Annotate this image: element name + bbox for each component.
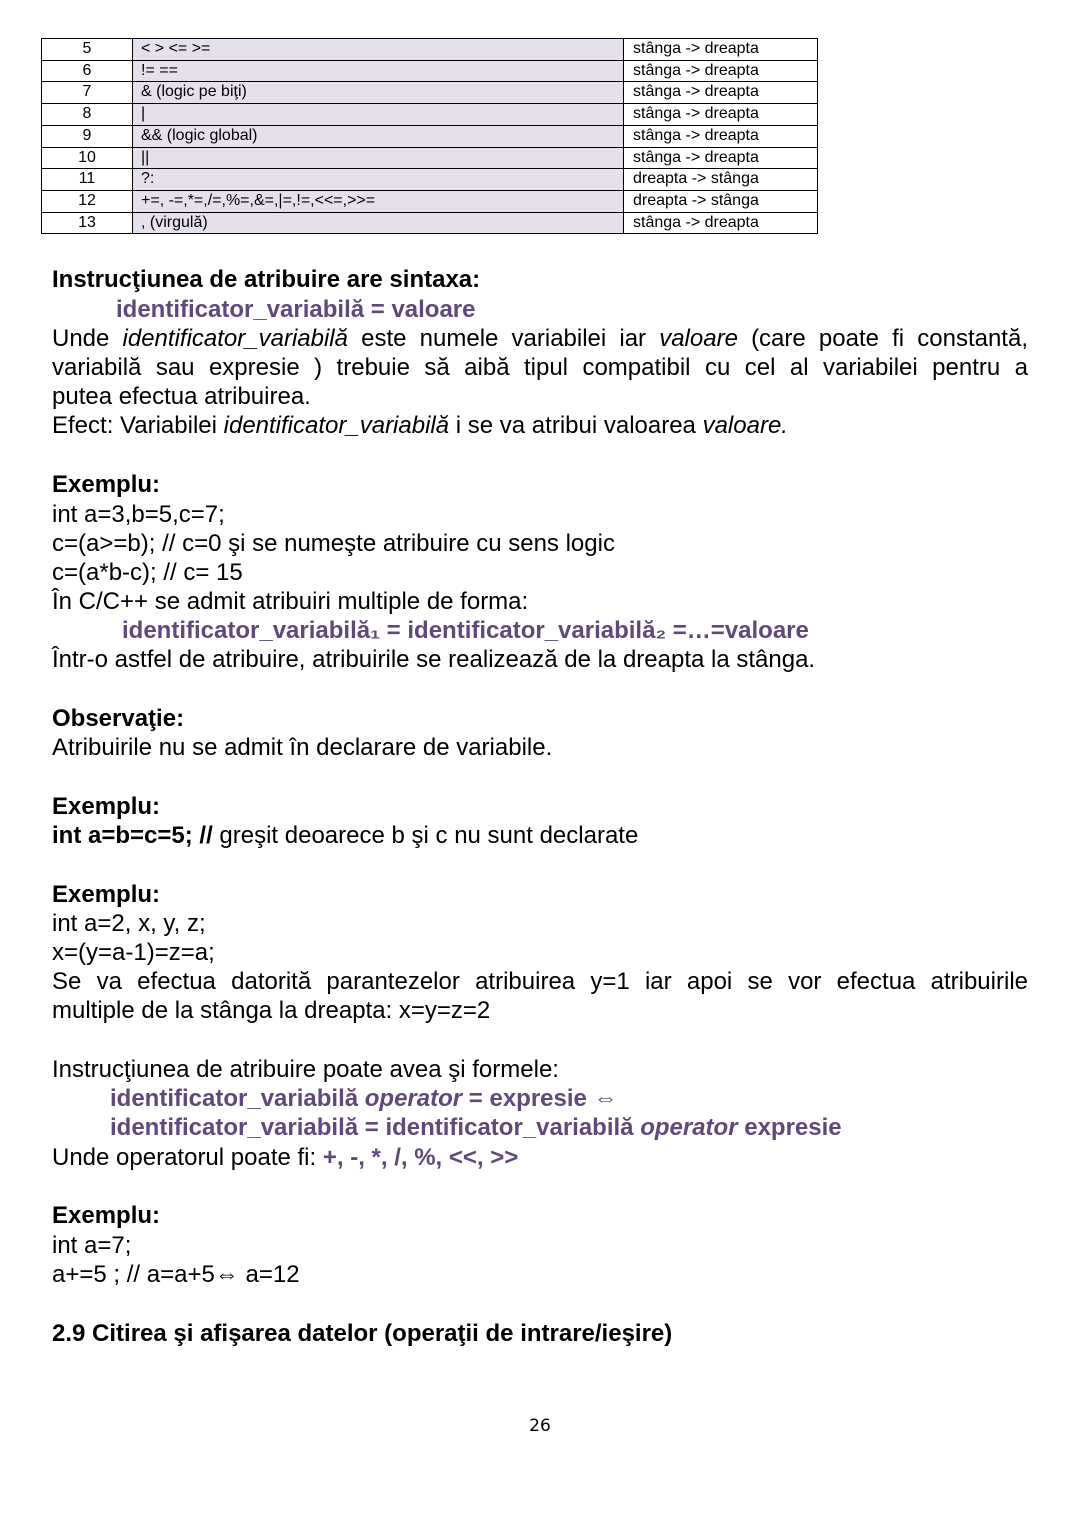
- text: c=(a*b-c); // c= 15: [52, 559, 243, 586]
- associativity-cell: stânga -> dreapta: [624, 104, 818, 126]
- text-line: [52, 967, 1028, 996]
- table-row: [42, 169, 818, 191]
- bold-text: int a=b=c=5; //: [52, 822, 213, 849]
- associativity-cell: stânga -> dreapta: [624, 212, 818, 234]
- text: (care poate fi constantă,: [737, 325, 1028, 352]
- text-line: [52, 704, 1028, 733]
- text-line: [52, 587, 1028, 616]
- text-line: [52, 470, 1028, 499]
- associativity-cell: stânga -> dreapta: [624, 147, 818, 169]
- italic-text: identificator_variabilă: [223, 412, 450, 439]
- operators-cell: != ==: [133, 60, 624, 82]
- operators-cell: ?:: [133, 169, 624, 191]
- precedence-level-cell: 12: [42, 190, 133, 212]
- precedence-level-cell: 6: [42, 60, 133, 82]
- text: int a=3,b=5,c=7;: [52, 501, 225, 528]
- text: multiple de la stânga la dreapta: x=y=z=2: [52, 997, 491, 1024]
- syntax-text: = expresie ⇔: [462, 1085, 618, 1112]
- text-line: [52, 1231, 1028, 1260]
- italic-text: valoare: [659, 325, 738, 352]
- italic-text: identificator_variabilă: [122, 325, 348, 352]
- text-line: [52, 880, 1028, 909]
- precedence-level-cell: 10: [42, 147, 133, 169]
- text: greşit deoarece b şi c nu sunt declarate: [212, 822, 639, 849]
- text: Efect: Variabilei: [52, 412, 224, 439]
- bold-text: Exemplu:: [52, 471, 161, 498]
- text: int a=7;: [52, 1232, 132, 1259]
- text: x=(y=a-1)=z=a;: [52, 939, 215, 966]
- operators-cell: |: [133, 104, 624, 126]
- syntax-text: operator: [640, 1114, 738, 1141]
- text-line: [52, 996, 1028, 1025]
- text-line: [122, 616, 1028, 645]
- table-row: [42, 39, 818, 61]
- syntax-text: identificator_variabilă = valoare: [116, 296, 476, 323]
- text-line: [52, 558, 1028, 587]
- text-line: [110, 1084, 1028, 1113]
- precedence-level-cell: 7: [42, 82, 133, 104]
- operators-cell: & (logic pe biţi): [133, 82, 624, 104]
- text-line: [52, 938, 1028, 967]
- syntax-text: +, -, *, /, %, <<, >>: [322, 1144, 519, 1171]
- text: În C/C++ se admit atribuiri multiple de forma:: [52, 588, 529, 615]
- text: este numele variabilei iar: [348, 325, 660, 352]
- associativity-cell: stânga -> dreapta: [624, 60, 818, 82]
- table-row: [42, 147, 818, 169]
- italic-text: valoare.: [702, 412, 788, 439]
- text-line: [52, 1201, 1028, 1230]
- text: Într-o astfel de atribuire, atribuirile se realizează de la dreapta la stânga.: [52, 646, 816, 673]
- table-row: [42, 60, 818, 82]
- text-line: [52, 411, 1028, 440]
- text-line: [52, 1143, 1028, 1172]
- text: putea efectua atribuirea.: [52, 383, 311, 410]
- text-line: [52, 792, 1028, 821]
- bold-text: Exemplu:: [52, 1202, 161, 1229]
- text-line: [116, 295, 1028, 324]
- associativity-cell: stânga -> dreapta: [624, 39, 818, 61]
- table-body: [42, 39, 818, 234]
- text-line: [52, 500, 1028, 529]
- text-line: [52, 382, 1028, 411]
- text-line: [52, 1055, 1028, 1084]
- operators-cell: , (virgulă): [133, 212, 624, 234]
- associativity-cell: dreapta -> stânga: [624, 190, 818, 212]
- syntax-text: identificator_variabilă₁ = identificator_variabilă₂ =…=valoare: [122, 617, 809, 644]
- syntax-text: expresie: [737, 1114, 842, 1141]
- text-line: [52, 1319, 1028, 1348]
- text-line: [110, 1113, 1028, 1142]
- text-line: [52, 733, 1028, 762]
- text: a+=5 ; // a=a+5⇔ a=12: [52, 1261, 300, 1288]
- associativity-cell: stânga -> dreapta: [624, 125, 818, 147]
- operators-cell: ||: [133, 147, 624, 169]
- table-row: [42, 212, 818, 234]
- text-line: [52, 1260, 1028, 1289]
- bold-text: Observaţie:: [52, 705, 185, 732]
- table-row: [42, 104, 818, 126]
- page-number: 26: [529, 1416, 551, 1436]
- text: i se va atribui valoarea: [449, 412, 703, 439]
- precedence-level-cell: 5: [42, 39, 133, 61]
- syntax-text: operator: [364, 1085, 463, 1112]
- bold-text: Exemplu:: [52, 881, 161, 908]
- text-line: [52, 645, 1028, 674]
- syntax-text: identificator_variabilă: [110, 1085, 365, 1112]
- text: Se va efectua datorită parantezelor atribuirea y=1 iar apoi se vor efectua atribuirile: [52, 968, 1028, 995]
- text-line: [52, 265, 1028, 294]
- text-line: [52, 529, 1028, 558]
- text: Instrucţiunea de atribuire poate avea şi formele:: [52, 1056, 559, 1083]
- operators-cell: < > <= >=: [133, 39, 624, 61]
- text-line: [52, 324, 1028, 353]
- operators-cell: +=, -=,*=,/=,%=,&=,|=,!=,<<=,>>=: [133, 190, 624, 212]
- text-line: [52, 821, 1028, 850]
- precedence-level-cell: 13: [42, 212, 133, 234]
- text: variabilă sau expresie ) trebuie să aibă tipul compatibil cu cel al variabilei pentru a: [52, 354, 1028, 381]
- text: c=(a>=b); // c=0 şi se numeşte atribuire cu sens logic: [52, 530, 615, 557]
- bold-text: Exemplu:: [52, 793, 161, 820]
- table-row: [42, 125, 818, 147]
- bold-text: Instrucţiunea de atribuire are sintaxa:: [52, 266, 481, 293]
- text: Unde operatorul poate fi:: [52, 1144, 323, 1171]
- precedence-level-cell: 8: [42, 104, 133, 126]
- bold-text: 2.9 Citirea şi afişarea datelor (operaţii de intrare/ieşire): [52, 1320, 673, 1347]
- text: int a=2, x, y, z;: [52, 910, 206, 937]
- precedence-level-cell: 9: [42, 125, 133, 147]
- table-row: [42, 190, 818, 212]
- text-line: [52, 909, 1028, 938]
- operator-precedence-table: [41, 38, 818, 234]
- operators-cell: && (logic global): [133, 125, 624, 147]
- text: Atribuirile nu se admit în declarare de variabile.: [52, 734, 553, 761]
- text: Unde: [52, 325, 123, 352]
- text-line: [52, 353, 1028, 382]
- precedence-level-cell: 11: [42, 169, 133, 191]
- table-row: [42, 82, 818, 104]
- associativity-cell: dreapta -> stânga: [624, 169, 818, 191]
- associativity-cell: stânga -> dreapta: [624, 82, 818, 104]
- syntax-text: identificator_variabilă = identificator_variabilă: [110, 1114, 641, 1141]
